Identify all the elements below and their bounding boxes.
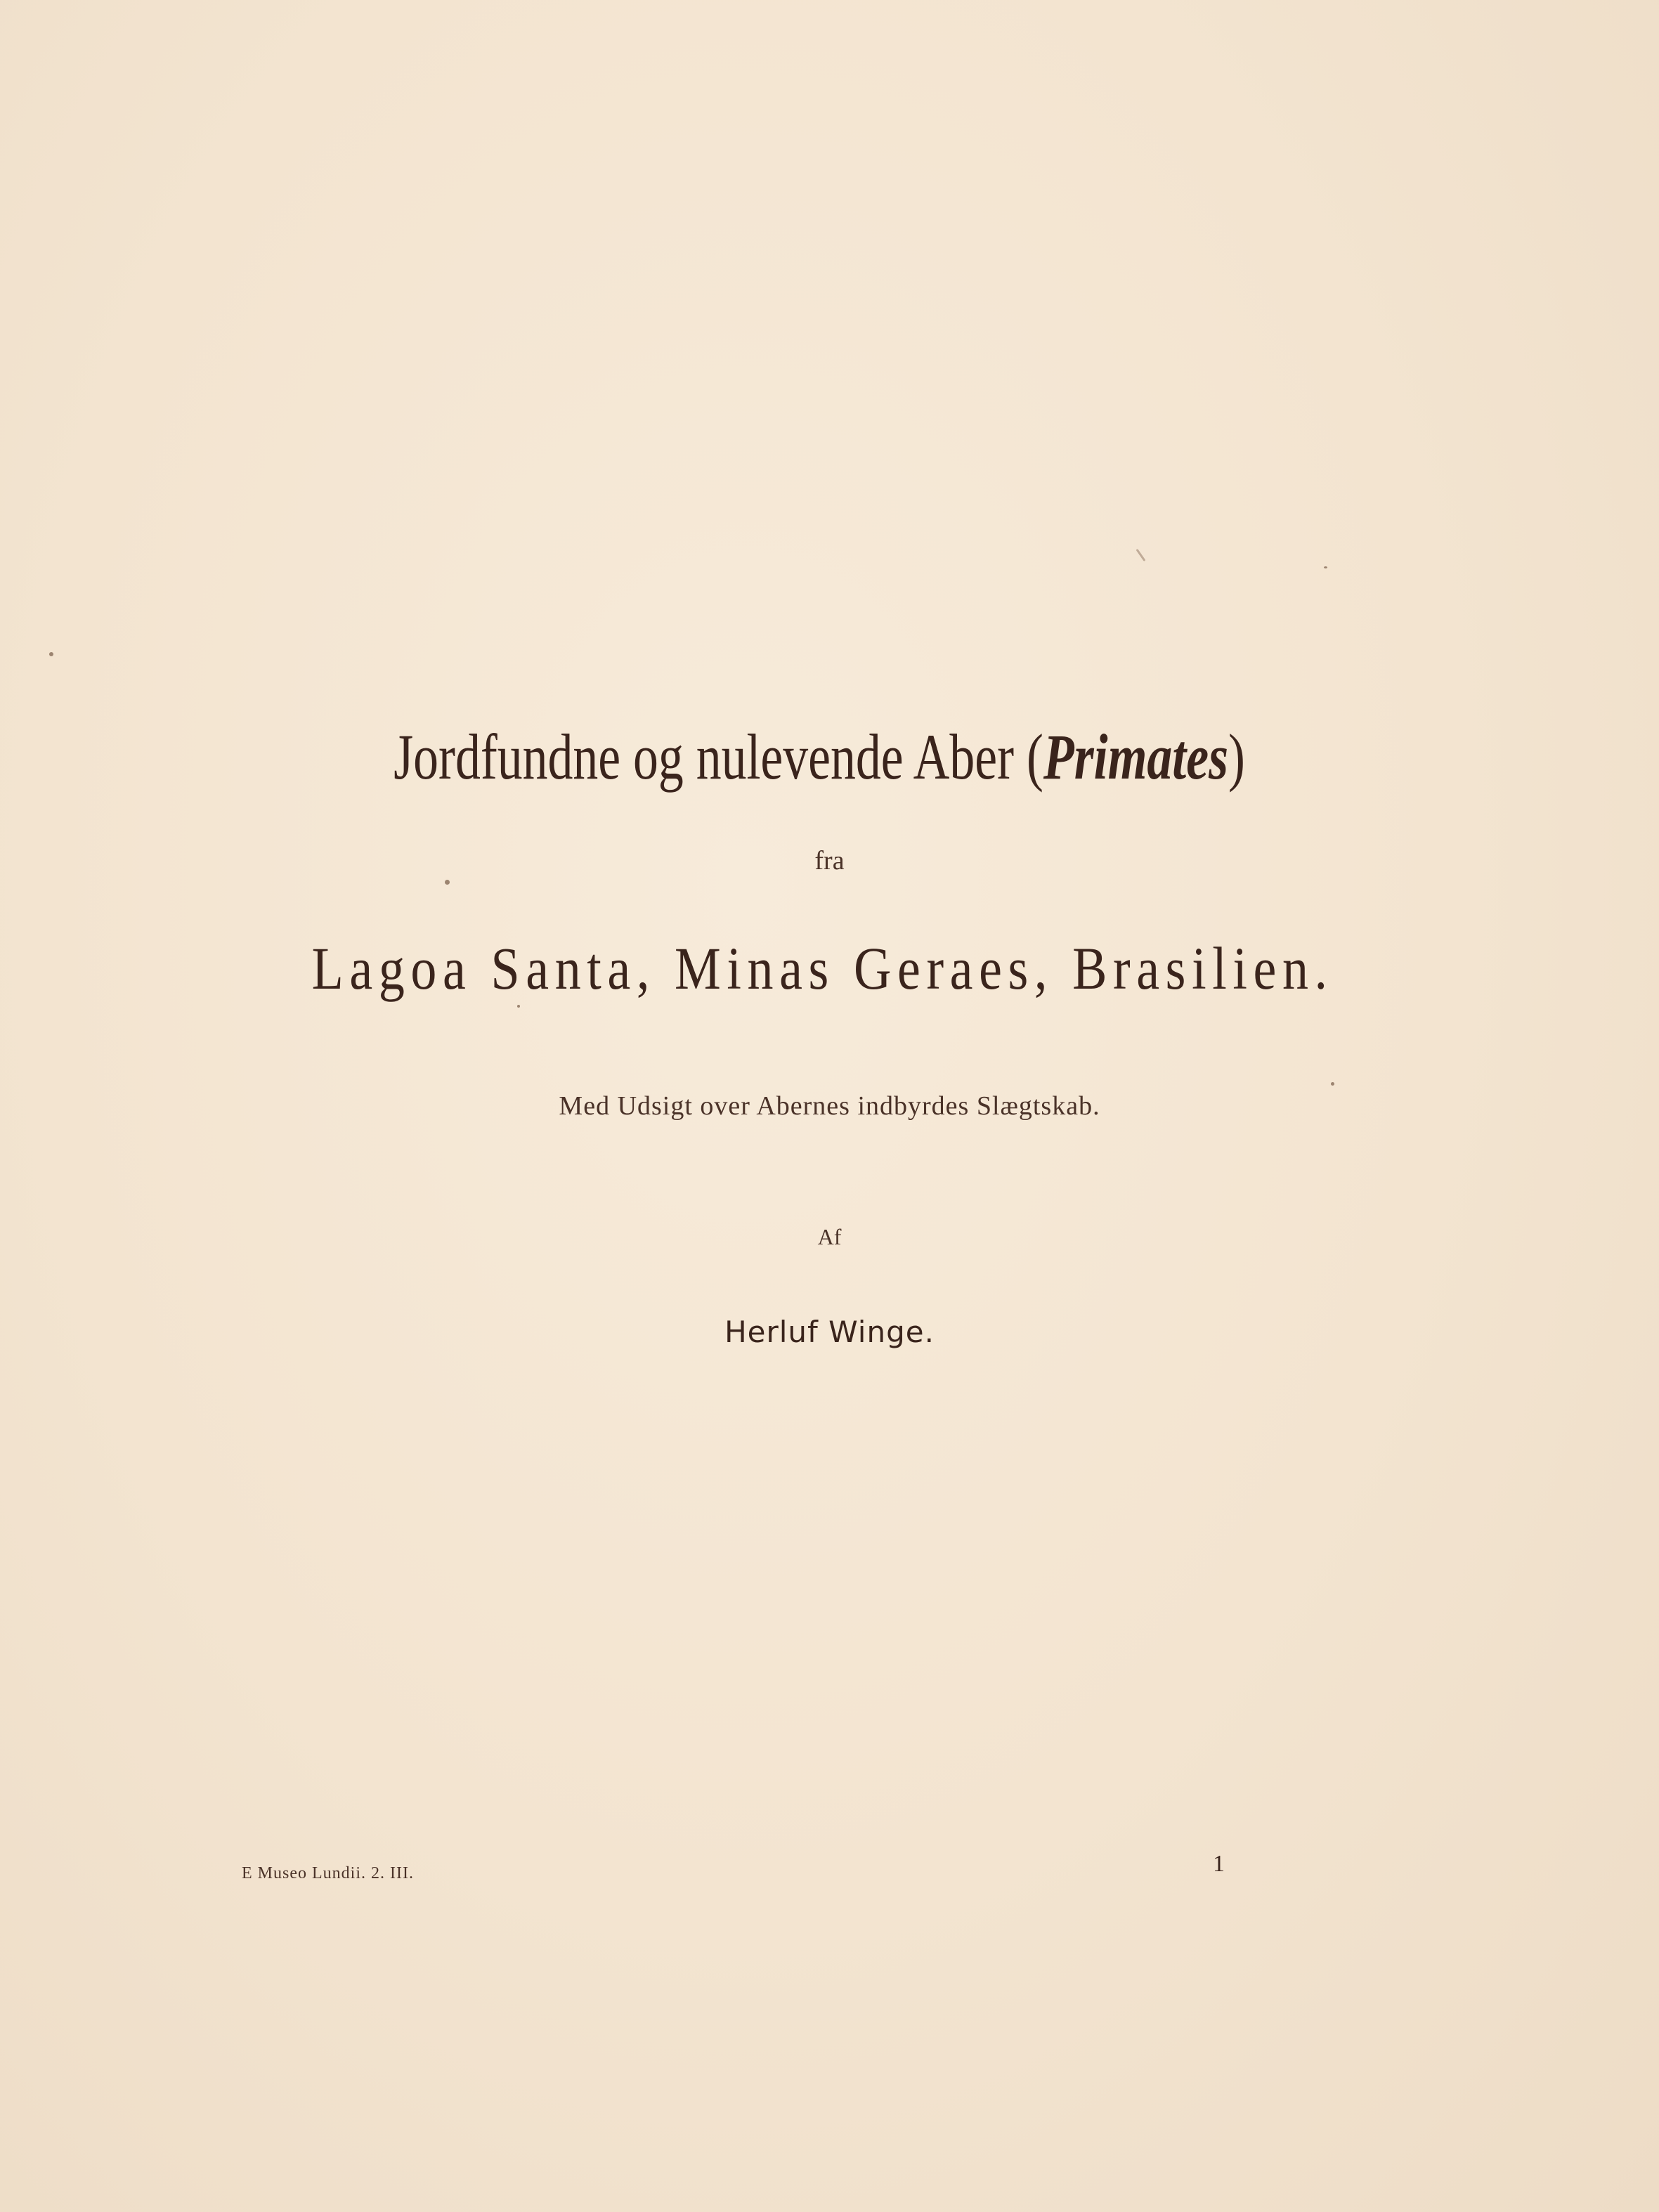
paper-speck bbox=[445, 880, 450, 885]
series-signature: E Museo Lundii. 2. III. bbox=[242, 1864, 414, 1882]
document-title bbox=[172, 711, 1466, 802]
title-italic-text: Primates bbox=[1043, 721, 1229, 793]
paper-speck bbox=[1331, 1082, 1334, 1086]
title-open-paren: ( bbox=[1027, 721, 1043, 793]
title-main-text: Jordfundne og nulevende Aber bbox=[393, 721, 1027, 793]
paper-speck bbox=[1136, 549, 1146, 561]
page-number: 1 bbox=[1213, 1851, 1225, 1877]
title-connector: fra bbox=[814, 846, 845, 876]
title-close-paren: ) bbox=[1228, 721, 1245, 793]
paper-speck bbox=[1324, 566, 1327, 568]
subtitle-line: Med Udsigt over Abernes indbyrdes Slægtskab. bbox=[559, 1091, 1100, 1121]
author-name: Herluf Winge. bbox=[724, 1315, 935, 1349]
byline-prefix: Af bbox=[817, 1224, 842, 1249]
location-line: Lagoa Santa, Minas Geraes, Brasilien. bbox=[311, 935, 1334, 1002]
paper-speck bbox=[49, 652, 53, 656]
paper-speck bbox=[517, 1005, 520, 1008]
